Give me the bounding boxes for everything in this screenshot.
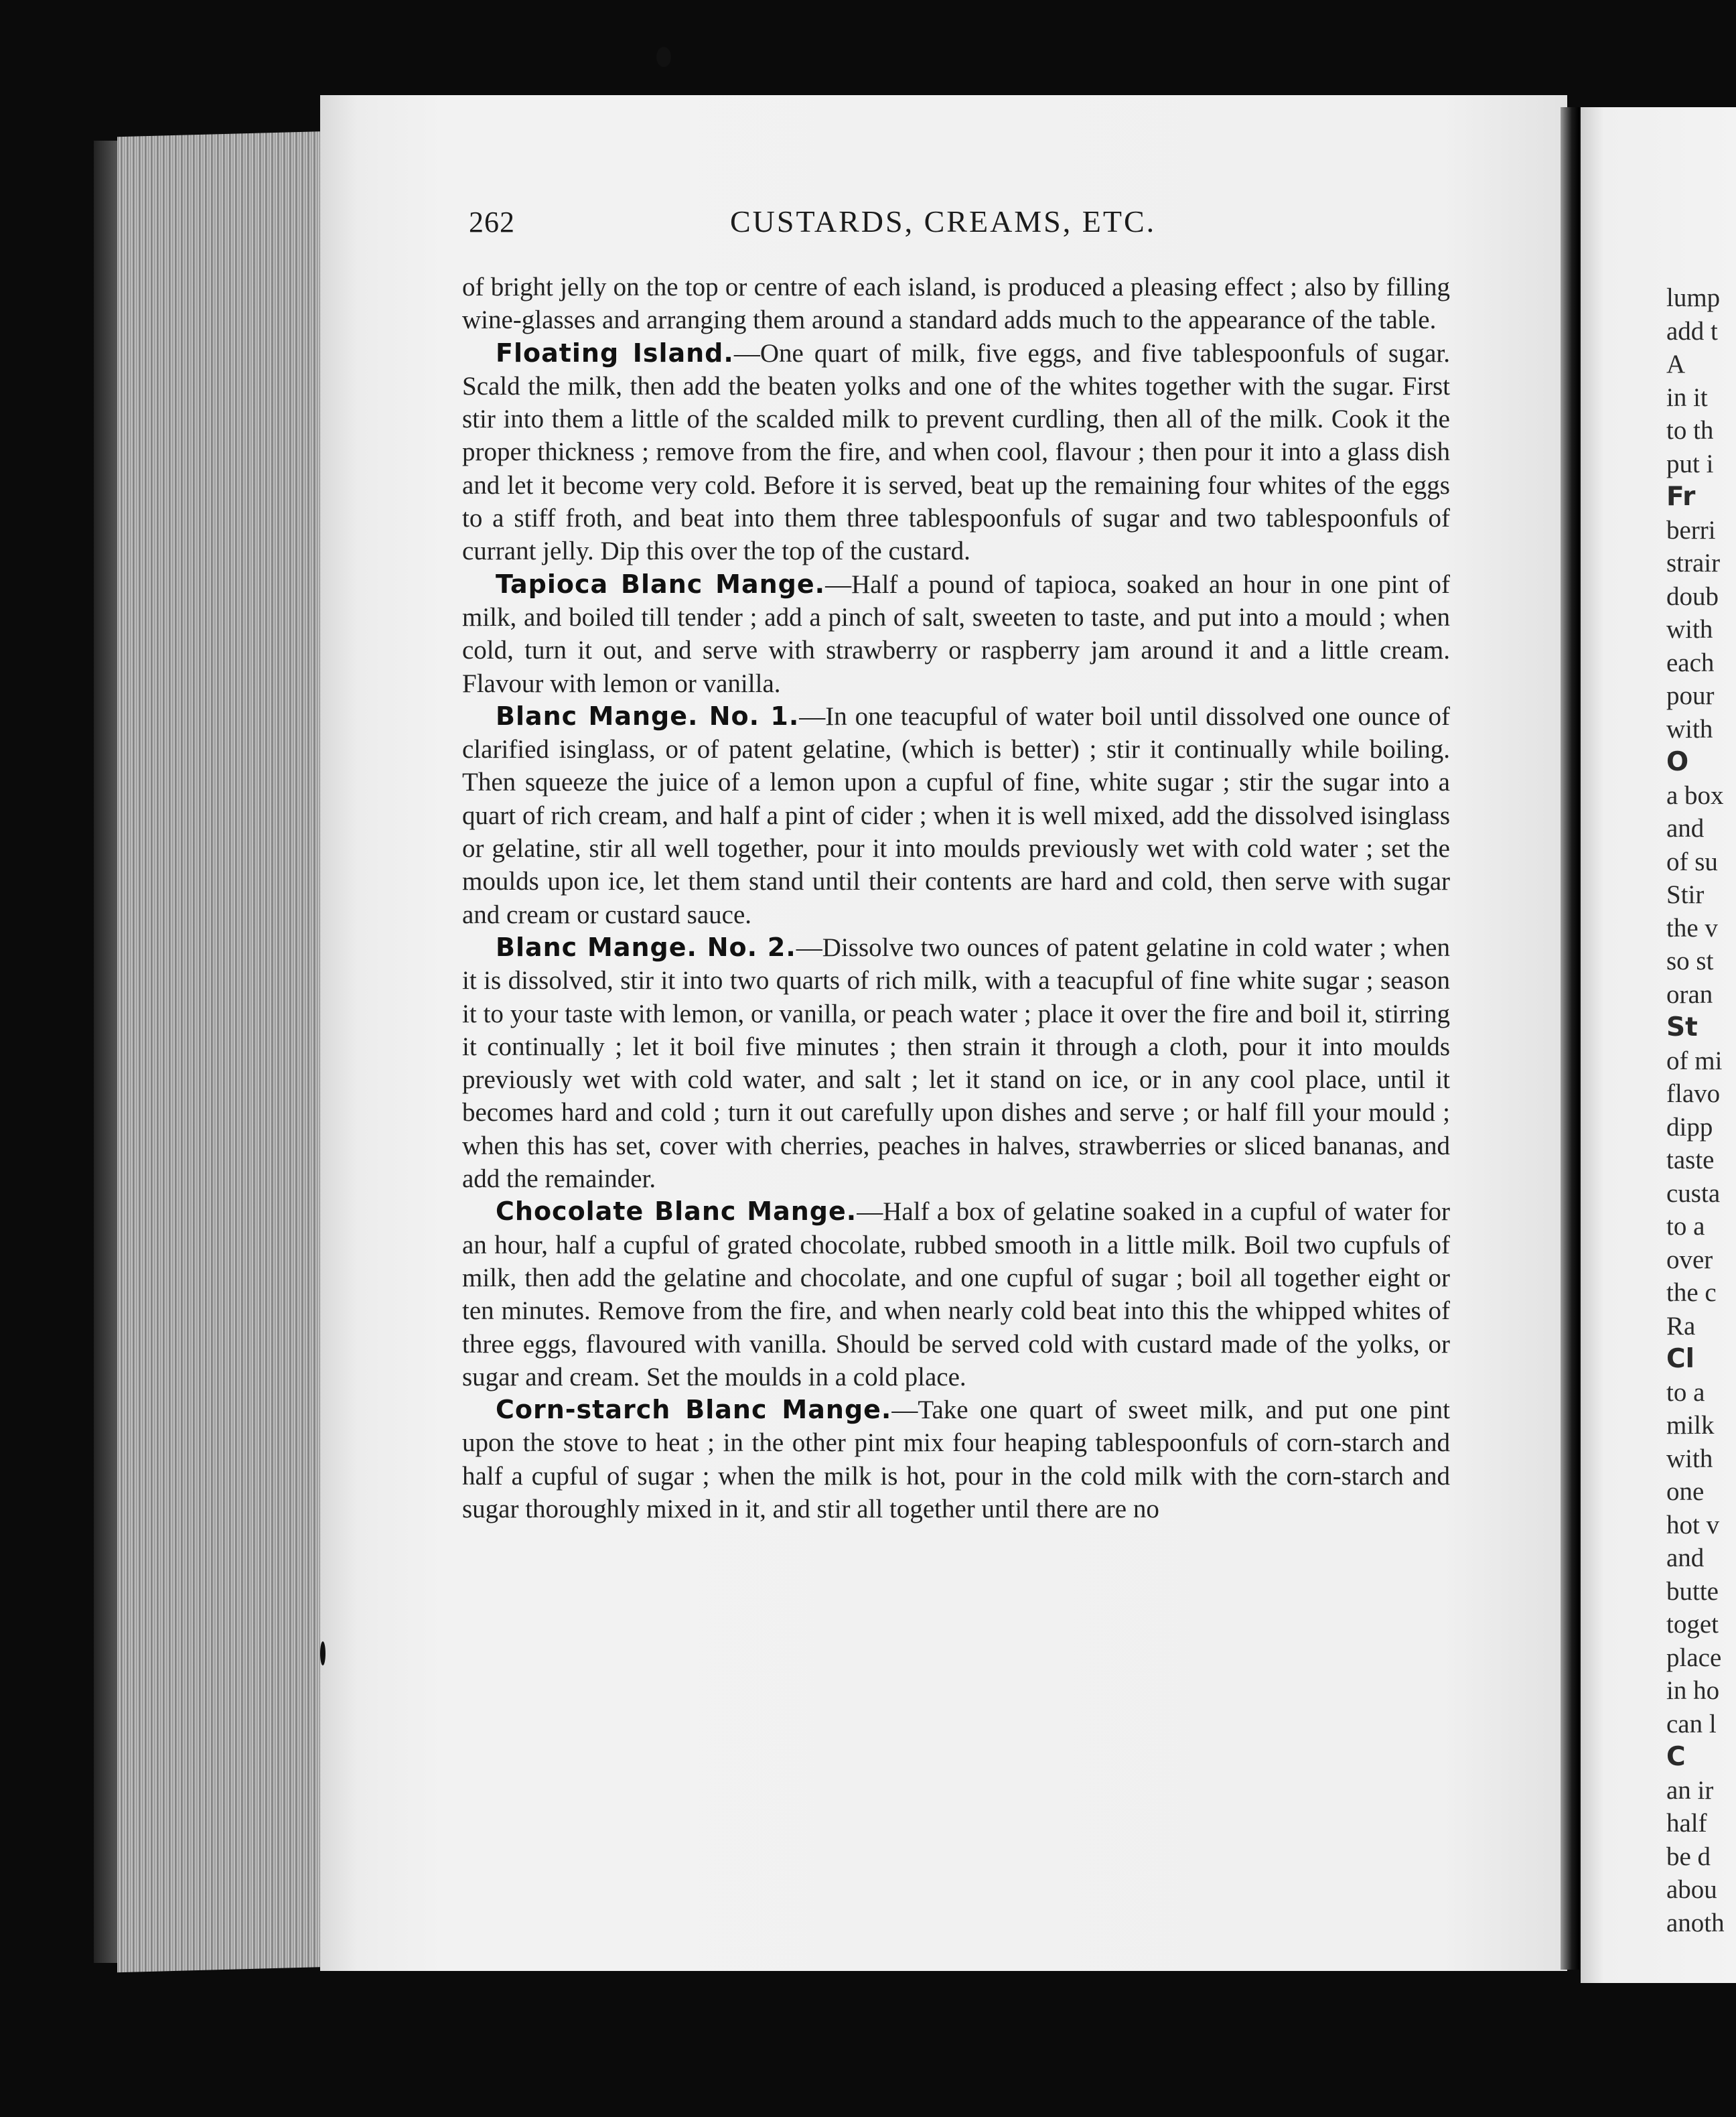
right-page-fragment: in ho (1666, 1676, 1720, 1705)
right-page-fragment: a box (1666, 780, 1724, 810)
right-page-fragment: put i (1666, 449, 1714, 478)
recipe-body: —Take one quart of sweet milk, and put one pint upon the stove to heat ; in the other pint mix four heaping tablespoonfuls of corn-starch and half a cupful of sugar ; when the milk is hot, pour in the cold milk with the corn-starch and sugar thoroughly mixed in it, and stir all together until there are no (462, 1395, 1450, 1523)
right-page-fragment: doub (1666, 582, 1719, 611)
page-number: 262 (469, 206, 515, 238)
right-page-fragment: butte (1666, 1576, 1719, 1606)
recipe-blanc-mange-no-1 (462, 700, 1450, 931)
opening-paragraph: of bright jelly on the top or centre of each island, is produced a pleasing effect ; also by filling wine-glasses and arranging them around a standard adds much to the appearance of the table. (462, 273, 1450, 335)
right-page-fragment: with (1666, 615, 1713, 644)
recipe-body: —Dissolve two ounces of patent gelatine in cold water ; when it is dissolved, stir it into two quarts of rich milk, with a teacupful of fine white sugar ; season it to your taste with lemon, or vanilla, or peach water ; place it over the fire and boil it, stirring it continually ; let it boil five minutes ; then strain it through a cloth, pour it into moulds previously wet with cold water, and salt ; let it stand on ice, or in any cool place, until it becomes hard and cold ; turn it out carefully upon dishes and serve ; or half fill your mould ; when this has set, cover with cherries, peaches in halves, strawberries or sliced bananas, and add the remainder. (462, 933, 1450, 1194)
recipe-heading: Blanc Mange. No. 1. (496, 701, 800, 731)
right-page-fragment: C (1666, 1742, 1686, 1772)
right-page-fragment: of mi (1666, 1046, 1723, 1075)
right-page-fragment: hot v (1666, 1510, 1720, 1540)
right-page-fragment: and (1666, 1544, 1705, 1572)
recipe-body: —In one teacupful of water boil until dissolved one ounce of clarified isinglass, or of patent gelatine, (which is better) ; stir it continually while boiling. Then squeeze the juice of a lemon upon a cupful of fine, white sugar ; stir the sugar into a quart of rich cream, and half a pint of cider ; when it is well mixed, add the dissolved isinglass or gelatine, stir all well together, pour it into moulds previously wet with cold water ; set the moulds upon ice, let them stand until their contents are hard and cold, then serve with sugar and cream or custard sauce. (462, 701, 1450, 929)
scan-speck (656, 47, 671, 67)
right-page-fragment: be d (1666, 1842, 1711, 1871)
recipe-blanc-mange-no-2 (462, 931, 1450, 1195)
right-page-fragment: A (1666, 350, 1686, 379)
recipe-body: —One quart of milk, five eggs, and five tablespoonfuls of sugar. Scald the milk, then add the beaten yolks and one of the whites together with the sugar. First stir into them a little of the scalded milk to prevent curdling, then all of the milk. Cook it the proper thickness ; remove from the fire, and when cool, flavour ; then pour it into a glass dish and let it become very cold. Before it is served, beat up the remaining four whites of the eggs to a stiff froth, and beat into them three tablespoonfuls of sugar and two tablespoonfuls of currant jelly. Dip this over the top of the custard. (462, 338, 1450, 566)
recipe-chocolate-blanc-mange (462, 1195, 1450, 1393)
right-page-fragment: oran (1666, 979, 1713, 1009)
right-page-fragment: to th (1666, 416, 1714, 445)
recipe-heading: Corn-starch Blanc Mange. (496, 1395, 892, 1425)
right-page-fragment: O (1666, 747, 1689, 777)
page-edges (117, 131, 332, 1972)
right-page-fragment: Cl (1666, 1344, 1694, 1374)
right-page-fragment: strair (1666, 549, 1721, 577)
recipe-heading: Blanc Mange. No. 2. (496, 932, 796, 962)
right-page-fragment: an ir (1666, 1775, 1714, 1805)
right-page-fragment: add t (1666, 316, 1718, 346)
right-page-fragment: in it (1666, 383, 1708, 412)
right-page-fragment: berri (1666, 515, 1716, 545)
right-page-fragment: Stir (1666, 880, 1705, 909)
right-page-fragment: abou (1666, 1875, 1717, 1904)
recipe-corn-starch-blanc-mange (462, 1393, 1450, 1525)
right-page-fragment: the c (1666, 1278, 1717, 1307)
right-page-fragment: lump (1666, 283, 1721, 312)
right-page-text-fragments (1666, 281, 1736, 1939)
running-head (469, 201, 1447, 248)
right-page-fragment: to a (1666, 1212, 1705, 1241)
recipe-tapioca-blanc-mange (462, 568, 1450, 700)
right-page-fragment: to a (1666, 1377, 1705, 1407)
right-page-fragment: half (1666, 1809, 1707, 1838)
right-page-fragment: anoth (1666, 1908, 1725, 1937)
right-page-fragment: with (1666, 1444, 1713, 1473)
right-page-fragment: place (1666, 1643, 1722, 1672)
right-page-fragment: toget (1666, 1610, 1719, 1639)
right-page-fragment: pour (1666, 681, 1715, 710)
right-page-fragment: one (1666, 1477, 1705, 1506)
right-page-fragment: Fr (1666, 482, 1696, 512)
text-column (462, 271, 1450, 1525)
right-page-fragment: of su (1666, 847, 1718, 876)
right-page-fragment: over (1666, 1245, 1713, 1274)
right-page-fragment: can l (1666, 1709, 1717, 1738)
right-page-fragment: custa (1666, 1178, 1721, 1208)
recipe-heading: Floating Island. (496, 338, 734, 368)
right-page-fragment: so st (1666, 947, 1714, 975)
right-page-fragment: flavo (1666, 1079, 1721, 1108)
scan-speck (320, 1641, 326, 1665)
right-page-fragment: the v (1666, 913, 1718, 943)
recipe-heading: Chocolate Blanc Mange. (496, 1197, 857, 1227)
right-page-fragment: Ra (1666, 1311, 1696, 1341)
recipe-heading: Tapioca Blanc Mange. (496, 569, 826, 599)
right-page-fragment: milk (1666, 1411, 1715, 1440)
book-gutter (1561, 107, 1579, 1970)
page-title: CUSTARDS, CREAMS, ETC. (730, 204, 1157, 238)
right-page-fragment: St (1666, 1012, 1698, 1042)
recipe-body: —Half a box of gelatine soaked in a cupful of water for an hour, half a cupful of grated chocolate, rubbed smooth in a little milk. Boil two cupfuls of milk, then add the gelatine and chocolate, and one cupful of sugar ; boil all together eight or ten minutes. Remove from the fire, and when nearly cold beat into this the whipped whites of three eggs, flavoured with vanilla. Should be served cold with custard made of the yolks, or sugar and cream. Set the moulds in a cold place. (462, 1197, 1450, 1391)
right-page-fragment: with (1666, 714, 1713, 744)
right-page-fragment: dipp (1666, 1112, 1713, 1142)
right-page-fragment: and (1666, 814, 1705, 843)
right-page-fragment: each (1666, 648, 1715, 677)
recipe-body: —Half a pound of tapioca, soaked an hour in one pint of milk, and boiled till tender ; add a pinch of salt, sweeten to taste, and put into a mould ; when cold, turn it out, and serve with strawberry or raspberry jam around it and a little cream. Flavour with lemon or vanilla. (462, 569, 1450, 698)
right-page-fragment: taste (1666, 1146, 1715, 1174)
recipe-floating-island (462, 337, 1450, 568)
